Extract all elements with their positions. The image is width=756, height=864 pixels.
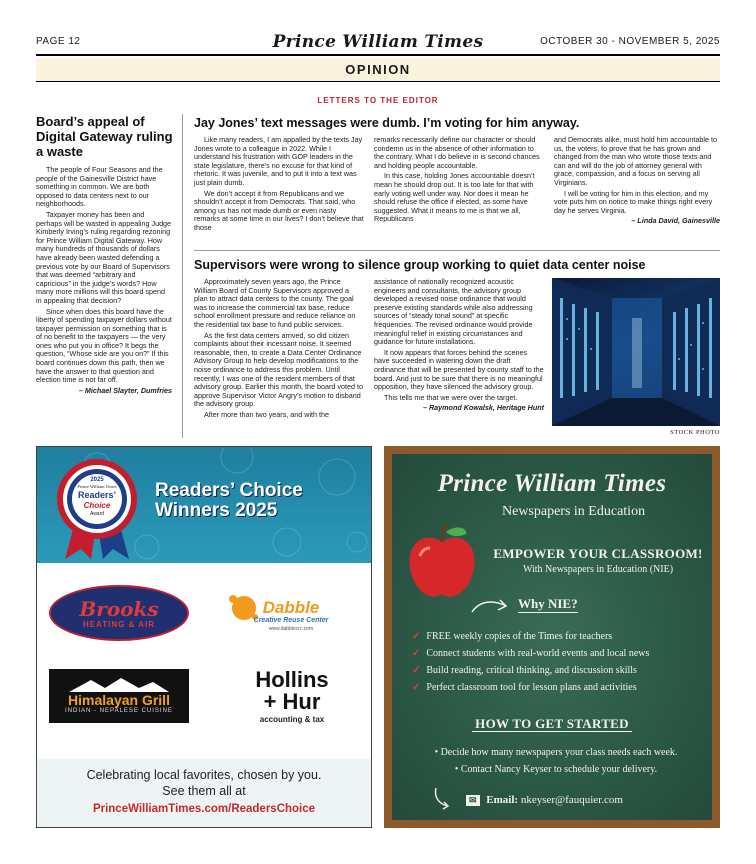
letter3-headline: Supervisors were wrong to silence group working to quiet data center noise — [194, 258, 646, 272]
letter1-body — [36, 166, 172, 395]
check-icon: ✓ — [412, 648, 421, 659]
letter2-col3 — [554, 136, 720, 226]
email-address[interactable]: nkeyser@fauquier.com — [520, 794, 623, 806]
benefit-text: FREE weekly copies of the Times for teachers — [426, 631, 613, 642]
letter3-paragraph: It now appears that forces behind the scenes have succeeded in watering down the draft ordinance that will be presented by county staff to the board. And just to be sure that there is no meaningful opposition, they have silenced the advisory group. — [374, 347, 544, 392]
benefit-item — [412, 679, 702, 696]
letter2-col1 — [194, 136, 364, 235]
photo-credit: STOCK PHOTO — [670, 429, 720, 436]
section-title: OPINION — [36, 58, 720, 82]
email-icon: ✉ — [466, 795, 480, 806]
data-center-photo — [552, 278, 720, 426]
dabble-tagline: Creative Reuse Center — [253, 616, 329, 624]
curved-arrow-icon — [432, 786, 454, 810]
letter2-paragraph: and Democrats alike, must hold him accountable to us, the voters, to prove that he has grown and changed from the man who wrote those texts and can and will do the job of attorney general with grace, compassion, and a focus on serving all Virginians. — [554, 135, 717, 187]
letter1-paragraph: Since when does this board have the liberty of spending taxpayer dollars without taxpayer permission on something that is of no benefit to the taxpayers — the very ones who put you in office? It begs the question, “Whose side are you on?” If this board continues down this path, then we have the answer to that question and election time is not far off. — [36, 306, 172, 385]
check-icon: ✓ — [412, 631, 421, 642]
rosette-year: 2025 — [90, 477, 104, 483]
step-item: • Decide how many newspapers your class needs each week. — [434, 747, 678, 758]
himalayan-tagline: INDIAN - NEPALESE CUISINE — [65, 708, 173, 714]
masthead: Prince William Times — [272, 32, 484, 52]
section-kicker: LETTERS TO THE EDITOR — [317, 96, 439, 105]
brooks-heating-logo[interactable] — [49, 585, 189, 641]
column-divider — [182, 114, 183, 438]
nie-why-heading: Why NIE? — [518, 596, 578, 611]
footer-line2: See them all at — [162, 784, 246, 798]
letter2-signature: – Linda David, Gainesville — [631, 216, 720, 226]
readers-choice-ad[interactable] — [36, 446, 372, 828]
hollins-line2: + Hur — [263, 688, 321, 714]
letter3-paragraph: This tells me that we were over the target. — [384, 392, 518, 402]
brooks-tagline: HEATING & AIR — [82, 619, 156, 629]
letter3-paragraph: assistance of nationally recognized acoustic engineers and consultants, the advisory group developed a revised noise ordinance that would preserve existing standards while also addressing sources of “steady tonal sound” at specific frequencies. The revised ordinance would provide meaningful relief in existing circumstances and guidance for future installations. — [374, 277, 533, 347]
letter3-paragraph: After more than two years, and with the — [204, 409, 330, 419]
letter2-paragraph: Like many readers, I am appalled by the texts Jay Jones wrote to a colleague in 2022. While I understand his frustration with GOP leaders in the state legislature, there’s no excuse for that kind of rhetoric. It was juvenile, and to put it into a text was just plain dumb. — [194, 135, 363, 187]
readers-choice-banner — [37, 447, 371, 563]
rosette-award: Award — [89, 511, 105, 517]
server-racks-illustration — [552, 278, 720, 426]
letter3-col1 — [194, 278, 364, 422]
email-label: Email: — [486, 794, 519, 806]
readers-choice-title — [155, 481, 303, 521]
hollins-line1: Hollins — [255, 666, 329, 692]
nie-benefits-list — [412, 628, 702, 696]
nie-steps-list — [406, 744, 706, 778]
nie-subtitle: Newspapers in Education — [502, 504, 646, 519]
rosette-readers: Readers’ — [77, 490, 117, 500]
benefit-text: Perfect classroom tool for lesson plans and activities — [426, 682, 637, 693]
readers-choice-link[interactable]: PrinceWilliamTimes.com/ReadersChoice — [92, 803, 316, 815]
benefit-item — [412, 662, 702, 679]
issue-date: OCTOBER 30 - NOVEMBER 5, 2025 — [540, 36, 720, 47]
footer-line1: Celebrating local favorites, chosen by you. — [86, 768, 322, 782]
readers-choice-footer — [37, 759, 371, 827]
nie-empower-heading: EMPOWER YOUR CLASSROOM! — [493, 546, 703, 561]
step-item: • Contact Nancy Keyser to schedule your delivery. — [454, 764, 658, 775]
rosette-choice: Choice — [83, 501, 111, 510]
letter2-paragraph: I will be voting for him in this election, and my vote puts him on notice to make things right every day he serves Virginia. — [554, 188, 713, 215]
benefit-text: Connect students with real-world events and local news — [426, 648, 650, 659]
dabble-logo[interactable] — [223, 585, 359, 645]
check-icon: ✓ — [412, 682, 421, 693]
nie-how-heading — [392, 716, 712, 732]
hollins-hur-logo[interactable] — [227, 663, 357, 729]
letter1-headline: Board’s appeal of Digital Gateway ruling a waste — [36, 114, 173, 159]
award-rosette — [51, 455, 143, 559]
letter1-paragraph: The people of Four Seasons and the people of the Gainesville District have something in common. We are both opposed to data centers next to our neighborhoods. — [36, 165, 163, 209]
nie-how-text: HOW TO GET STARTED — [472, 716, 632, 732]
benefit-text: Build reading, critical thinking, and discussion skills — [426, 665, 637, 676]
nie-email-line[interactable] — [466, 794, 623, 806]
himalayan-name: Himalayan Grill — [68, 692, 170, 708]
letter2-headline: Jay Jones’ text messages were dumb. I’m voting for him anyway. — [194, 116, 580, 130]
letter2-paragraph: We don’t accept it from Republicans and we shouldn’t accept it from Democrats. That said, who among us has not made dumb or even nasty remarks at some time in our lives? I don’t believe that those — [194, 188, 364, 232]
dabble-url: www.dabblecrc.com — [268, 625, 314, 632]
mountain-icon — [69, 678, 169, 692]
nie-ad[interactable] — [384, 446, 720, 828]
himalayan-grill-logo[interactable] — [49, 669, 189, 723]
check-icon: ✓ — [412, 665, 421, 676]
letter3-signature: – Raymond Kowalsk, Heritage Hunt — [422, 403, 544, 413]
dabble-name: Dabble — [262, 597, 320, 617]
letter2-paragraph: In this case, holding Jones accountable doesn’t mean he should drop out. It is too late for that with early voting well under way. Nor does it mean he should refuse the office if elected, as some have suggested. What it means to me is that we all, Republicans — [374, 171, 535, 224]
letter2-col2 — [374, 136, 544, 226]
letter1-paragraph: Taxpayer money has been and perhaps will be wasted in appealing Judge Kimberly Irving’s ruling regarding rezoning for Prince William Digital Gateway. How many hundreds of thousands of dollars have already been wasted defending a previous vote by our Board of Supervisors that was deemed “arbitrary and capricious” in the judge’s words? How many more millions will this board spend in appealing that decision? — [36, 209, 172, 305]
benefit-item — [412, 628, 702, 645]
rosette-publication: Prince William Times — [77, 484, 117, 489]
readers-choice-title-line2: Winners 2025 — [155, 500, 278, 521]
readers-choice-title-line1: Readers’ Choice — [155, 480, 303, 501]
letter3-col2 — [374, 278, 544, 413]
chalkboard — [392, 454, 712, 820]
letter3-paragraph: Approximately seven years ago, the Prince William Board of County Supervisors approved a plan to attract data centers to the county. The goal was to increase the commercial tax base, reduce school enrollment pressure and reduce reliance on the residential tax base to fund public services. — [194, 277, 356, 329]
page-number: PAGE 12 — [36, 36, 81, 47]
hollins-tagline: accounting & tax — [259, 714, 325, 724]
brooks-name: Brooks — [79, 596, 159, 621]
letter3-paragraph: As the first data centers arrived, so did citizen complaints about their incessant noise. It seemed reasonable, then, to create a Data Center Ordinance Advisory Group to help develop modifications to the noise ordinance to address this problem. Until recently, I was one of the resident members of that advisory group. Earlier this month, the board voted to approve Supervisor Victor Angry’s motion to disband the advisory group. — [194, 330, 363, 409]
nie-empower-subheading: With Newspapers in Education (NIE) — [522, 564, 674, 575]
nie-masthead: Prince William Times — [437, 470, 667, 497]
letter1-signature: – Michael Slayter, Dumfries — [78, 385, 172, 395]
header-rule — [36, 54, 720, 56]
row-divider — [194, 250, 720, 251]
benefit-item — [412, 645, 702, 662]
apple-icon — [404, 522, 480, 602]
letter2-paragraph: remarks necessarily define our character or should condemn us in the absence of other information to the contrary. What I do believe in is second chances and holding people accountable. — [374, 135, 540, 170]
arrow-icon — [470, 596, 510, 616]
